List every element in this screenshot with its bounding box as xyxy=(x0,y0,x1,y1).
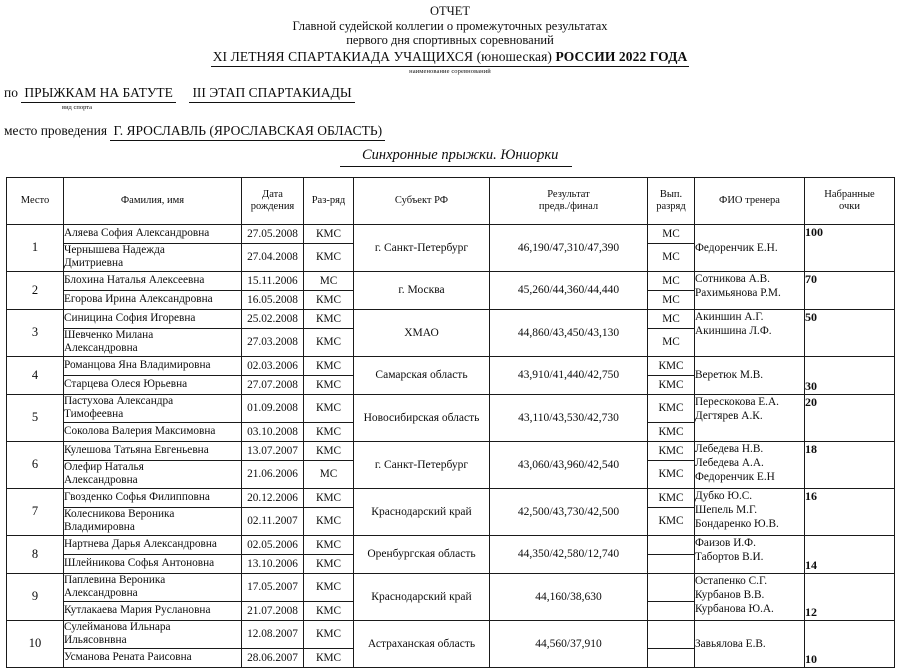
cell-place: 7 xyxy=(7,488,64,535)
coach-name: Курбанов В.В. xyxy=(695,588,765,601)
cell-coaches xyxy=(695,224,805,271)
coach-name: Федоренчик Е.Н xyxy=(695,470,775,483)
cell-achieved-rank: КМС xyxy=(648,375,695,394)
athlete-name-line: Шлейникова Софья Антоновна xyxy=(64,556,215,569)
coach-name: Веретюк М.В. xyxy=(695,369,764,381)
cell-place: 4 xyxy=(7,356,64,394)
athlete-name-line: Блохина Наталья Алексеевна xyxy=(64,273,205,286)
cell-achieved-rank: МС xyxy=(648,224,695,243)
cell-athlete-name xyxy=(64,554,242,573)
table-header-row xyxy=(7,177,895,224)
coach-name: Перескокова Е.А. xyxy=(695,395,779,408)
coach-name: Акиншин А.Г. xyxy=(695,310,764,323)
table-row xyxy=(7,356,895,375)
cell-place: 9 xyxy=(7,573,64,620)
cell-region: ХМАО xyxy=(354,309,490,356)
cell-rank: КМС xyxy=(304,648,354,667)
cell-date-of-birth: 27.04.2008 xyxy=(242,243,304,271)
cell-date-of-birth: 02.11.2007 xyxy=(242,507,304,535)
cell-place: 5 xyxy=(7,394,64,441)
cell-achieved-rank: МС xyxy=(648,328,695,356)
cell-rank: КМС xyxy=(304,601,354,620)
cell-points: 30 xyxy=(805,356,895,394)
athlete-name-line: Синицина София Игоревна xyxy=(64,311,196,324)
cell-region: г. Санкт-Петербург xyxy=(354,224,490,271)
cell-rank: КМС xyxy=(304,422,354,441)
cell-date-of-birth: 15.11.2006 xyxy=(242,271,304,290)
sport-row xyxy=(0,85,900,103)
cell-athlete-name xyxy=(64,535,242,554)
cell-rank: КМС xyxy=(304,535,354,554)
cell-date-of-birth: 02.05.2006 xyxy=(242,535,304,554)
cell-points: 70 xyxy=(805,271,895,309)
cell-points: 12 xyxy=(805,573,895,620)
coach-name: Фаизов И.Ф. xyxy=(695,536,756,549)
cell-rank: КМС xyxy=(304,507,354,535)
coach-name: Табортов В.И. xyxy=(695,550,764,563)
cell-athlete-name xyxy=(64,573,242,601)
table-body xyxy=(7,224,895,667)
cell-rank: КМС xyxy=(304,243,354,271)
cell-date-of-birth: 20.12.2006 xyxy=(242,488,304,507)
cell-achieved-rank: МС xyxy=(648,309,695,328)
cell-result: 44,560/37,910 xyxy=(490,620,648,667)
athlete-name-line: Владимировна xyxy=(64,521,135,533)
cell-result: 46,190/47,310/47,390 xyxy=(490,224,648,271)
cell-rank: КМС xyxy=(304,224,354,243)
report-subtitle-2: первого дня спортивных соревнований xyxy=(346,33,554,47)
cell-region: г. Москва xyxy=(354,271,490,309)
competition-title-wrap xyxy=(0,48,900,67)
table-row xyxy=(7,394,895,422)
athlete-name-line: Старцева Олеся Юрьевна xyxy=(64,377,188,390)
athlete-name-line: Усманова Рената Раисовна xyxy=(64,650,192,663)
cell-athlete-name xyxy=(64,620,242,648)
athlete-name-line: Александровна xyxy=(64,342,138,354)
cell-region: Краснодарский край xyxy=(354,573,490,620)
cell-date-of-birth: 21.06.2006 xyxy=(242,460,304,488)
coach-name: Шепель М.Г. xyxy=(695,503,758,516)
cell-points: 18 xyxy=(805,441,895,488)
cell-place: 1 xyxy=(7,224,64,271)
cell-athlete-name xyxy=(64,375,242,394)
cell-achieved-rank: КМС xyxy=(648,422,695,441)
cell-result: 44,860/43,450/43,130 xyxy=(490,309,648,356)
results-table xyxy=(6,177,895,668)
cell-rank: КМС xyxy=(304,328,354,356)
cell-athlete-name xyxy=(64,507,242,535)
coach-name: Акиншина Л.Ф. xyxy=(695,324,772,337)
coach-name: Сотникова А.В. xyxy=(695,272,770,285)
competition-title-suffix: РОССИИ 2022 ГОДА xyxy=(555,48,688,64)
athlete-name-line: Олефир Наталья xyxy=(64,460,144,473)
cell-achieved-rank: КМС xyxy=(648,460,695,488)
coach-name: Федоренчик Е.Н. xyxy=(695,241,778,254)
col-header-result: Результат предв./финал xyxy=(490,177,648,224)
cell-result: 43,110/43,530/42,730 xyxy=(490,394,648,441)
cell-date-of-birth: 12.08.2007 xyxy=(242,620,304,648)
cell-rank: КМС xyxy=(304,309,354,328)
coach-name: Бондаренко Ю.В. xyxy=(695,517,779,530)
cell-date-of-birth: 28.06.2007 xyxy=(242,648,304,667)
cell-date-of-birth: 27.05.2008 xyxy=(242,224,304,243)
cell-achieved-rank: КМС xyxy=(648,394,695,422)
col-header-place: Место xyxy=(7,177,64,224)
cell-place: 6 xyxy=(7,441,64,488)
sport-name: ПРЫЖКАМ НА БАТУТЕ xyxy=(21,85,176,103)
cell-coaches xyxy=(695,488,805,535)
cell-achieved-rank xyxy=(648,601,695,620)
cell-rank: КМС xyxy=(304,394,354,422)
discipline-name: Синхронные прыжки. Юниорки xyxy=(340,146,572,167)
stage-name: III ЭТАП СПАРТАКИАДЫ xyxy=(189,85,354,103)
cell-coaches xyxy=(695,573,805,620)
cell-coaches xyxy=(695,441,805,488)
cell-rank: КМС xyxy=(304,488,354,507)
table-row xyxy=(7,309,895,328)
athlete-name-line: Аляева София Александровна xyxy=(64,226,210,239)
cell-athlete-name xyxy=(64,394,242,422)
competition-title-caption: наименование соревнований xyxy=(409,67,491,75)
cell-date-of-birth: 25.02.2008 xyxy=(242,309,304,328)
cell-result: 42,500/43,730/42,500 xyxy=(490,488,648,535)
cell-rank: КМС xyxy=(304,554,354,573)
col-header-coach: ФИО тренера xyxy=(695,177,805,224)
cell-rank: КМС xyxy=(304,441,354,460)
cell-coaches xyxy=(695,535,805,573)
athlete-name-line: Егорова Ирина Александровна xyxy=(64,292,213,305)
coach-name: Дубко Ю.С. xyxy=(695,489,753,502)
athlete-name-line: Соколова Валерия Максимовна xyxy=(64,424,216,437)
cell-achieved-rank xyxy=(648,554,695,573)
coach-name: Рахимьянова Р.М. xyxy=(695,286,781,299)
cell-achieved-rank xyxy=(648,648,695,667)
cell-coaches xyxy=(695,356,805,394)
cell-points: 20 xyxy=(805,394,895,441)
athlete-name-line: Шевченко Милана xyxy=(64,328,154,341)
athlete-name-line: Александровна xyxy=(64,587,138,599)
col-header-rank: Раз-ряд xyxy=(304,177,354,224)
table-row xyxy=(7,224,895,243)
cell-achieved-rank: МС xyxy=(648,271,695,290)
cell-points: 100 xyxy=(805,224,895,271)
cell-region: Новосибирская область xyxy=(354,394,490,441)
cell-region: г. Санкт-Петербург xyxy=(354,441,490,488)
report-kicker: ОТЧЕТ xyxy=(429,4,471,18)
athlete-name-line: Александровна xyxy=(64,474,138,486)
cell-date-of-birth: 13.10.2006 xyxy=(242,554,304,573)
athlete-name-line: Сулейманова Ильнара xyxy=(64,620,171,633)
cell-achieved-rank xyxy=(648,573,695,601)
cell-region: Астраханская область xyxy=(354,620,490,667)
cell-region: Краснодарский край xyxy=(354,488,490,535)
cell-achieved-rank xyxy=(648,620,695,648)
cell-date-of-birth: 27.03.2008 xyxy=(242,328,304,356)
cell-rank: МС xyxy=(304,271,354,290)
athlete-name-line: Гвозденко Софья Филипповна xyxy=(64,490,210,503)
coach-name: Курбанова Ю.А. xyxy=(695,602,774,615)
coach-name: Дегтярев А.К. xyxy=(695,409,763,422)
cell-coaches xyxy=(695,620,805,667)
table-row xyxy=(7,488,895,507)
table-head xyxy=(7,177,895,224)
col-header-achieved-rank: Вып. разряд xyxy=(648,177,695,224)
cell-athlete-name xyxy=(64,422,242,441)
document-header xyxy=(0,0,900,167)
venue-prefix: место проведения xyxy=(4,122,111,138)
cell-athlete-name xyxy=(64,271,242,290)
athlete-name-line: Романцова Яна Владимировна xyxy=(64,358,211,371)
athlete-name-line: Дмитриевна xyxy=(64,257,124,269)
report-subtitle-1: Главной судейской коллегии о промежуточных результатах xyxy=(292,18,608,33)
cell-date-of-birth: 02.03.2006 xyxy=(242,356,304,375)
sport-caption: вид спорта xyxy=(62,103,93,111)
athlete-name-line: Кулешова Татьяна Евгеньевна xyxy=(64,443,209,456)
cell-points: 10 xyxy=(805,620,895,667)
cell-result: 43,910/41,440/42,750 xyxy=(490,356,648,394)
cell-athlete-name xyxy=(64,309,242,328)
cell-date-of-birth: 27.07.2008 xyxy=(242,375,304,394)
cell-achieved-rank: КМС xyxy=(648,356,695,375)
cell-athlete-name xyxy=(64,460,242,488)
cell-athlete-name xyxy=(64,441,242,460)
athlete-name-line: Ильясовнвна xyxy=(64,634,127,646)
sport-prefix: по xyxy=(4,84,22,100)
cell-date-of-birth: 01.09.2008 xyxy=(242,394,304,422)
cell-points: 14 xyxy=(805,535,895,573)
cell-athlete-name xyxy=(64,290,242,309)
cell-achieved-rank: КМС xyxy=(648,488,695,507)
cell-rank: МС xyxy=(304,460,354,488)
athlete-name-line: Нартнева Дарья Александровна xyxy=(64,537,217,550)
cell-rank: КМС xyxy=(304,356,354,375)
cell-place: 2 xyxy=(7,271,64,309)
cell-athlete-name xyxy=(64,224,242,243)
coach-name: Лебедева Н.В. xyxy=(695,442,764,455)
table-row xyxy=(7,441,895,460)
cell-rank: КМС xyxy=(304,573,354,601)
athlete-name-line: Паплевина Вероника xyxy=(64,573,166,586)
cell-date-of-birth: 16.05.2008 xyxy=(242,290,304,309)
cell-coaches xyxy=(695,271,805,309)
cell-achieved-rank: МС xyxy=(648,290,695,309)
cell-date-of-birth: 13.07.2007 xyxy=(242,441,304,460)
col-header-dob: Дата рождения xyxy=(242,177,304,224)
cell-place: 8 xyxy=(7,535,64,573)
athlete-name-line: Колесникова Вероника xyxy=(64,507,175,520)
discipline-row xyxy=(0,146,900,167)
cell-achieved-rank: КМС xyxy=(648,441,695,460)
table-row xyxy=(7,535,895,554)
cell-athlete-name xyxy=(64,648,242,667)
cell-athlete-name xyxy=(64,488,242,507)
athlete-name-line: Чернышева Надежда xyxy=(64,243,165,256)
col-header-points: Набранные очки xyxy=(805,177,895,224)
cell-athlete-name xyxy=(64,328,242,356)
athlete-name-line: Кутлакаева Мария Руслановна xyxy=(64,603,211,616)
cell-rank: КМС xyxy=(304,290,354,309)
table-row xyxy=(7,271,895,290)
cell-achieved-rank: КМС xyxy=(648,507,695,535)
cell-region: Самарская область xyxy=(354,356,490,394)
cell-result: 43,060/43,960/42,540 xyxy=(490,441,648,488)
cell-achieved-rank xyxy=(648,535,695,554)
cell-date-of-birth: 03.10.2008 xyxy=(242,422,304,441)
cell-date-of-birth: 21.07.2008 xyxy=(242,601,304,620)
cell-result: 44,350/42,580/12,740 xyxy=(490,535,648,573)
cell-place: 3 xyxy=(7,309,64,356)
athlete-name-line: Тимофеевна xyxy=(64,408,124,420)
coach-name: Остапенко С.Г. xyxy=(695,574,768,587)
coach-name: Лебедева А.А. xyxy=(695,456,764,469)
table-row xyxy=(7,620,895,648)
cell-place: 10 xyxy=(7,620,64,667)
results-table-container xyxy=(0,177,900,668)
cell-rank: КМС xyxy=(304,620,354,648)
athlete-name-line: Пастухова Александра xyxy=(64,394,174,407)
cell-date-of-birth: 17.05.2007 xyxy=(242,573,304,601)
cell-result: 45,260/44,360/44,440 xyxy=(490,271,648,309)
venue-row xyxy=(0,123,900,141)
cell-athlete-name xyxy=(64,356,242,375)
cell-coaches xyxy=(695,394,805,441)
cell-result: 44,160/38,630 xyxy=(490,573,648,620)
cell-achieved-rank: МС xyxy=(648,243,695,271)
col-header-region: Субъект РФ xyxy=(354,177,490,224)
competition-title xyxy=(211,48,690,67)
table-row xyxy=(7,573,895,601)
venue-name: Г. ЯРОСЛАВЛЬ (ЯРОСЛАВСКАЯ ОБЛАСТЬ) xyxy=(110,123,385,141)
col-header-name: Фамилия, имя xyxy=(64,177,242,224)
coach-name: Завьялова Е.В. xyxy=(695,637,766,650)
competition-title-prefix: XI ЛЕТНЯЯ СПАРТАКИАДА УЧАЩИХСЯ (юношеская) xyxy=(212,48,556,64)
cell-points: 50 xyxy=(805,309,895,356)
cell-coaches xyxy=(695,309,805,356)
cell-region: Оренбургская область xyxy=(354,535,490,573)
cell-rank: КМС xyxy=(304,375,354,394)
cell-athlete-name xyxy=(64,243,242,271)
cell-points: 16 xyxy=(805,488,895,535)
cell-athlete-name xyxy=(64,601,242,620)
